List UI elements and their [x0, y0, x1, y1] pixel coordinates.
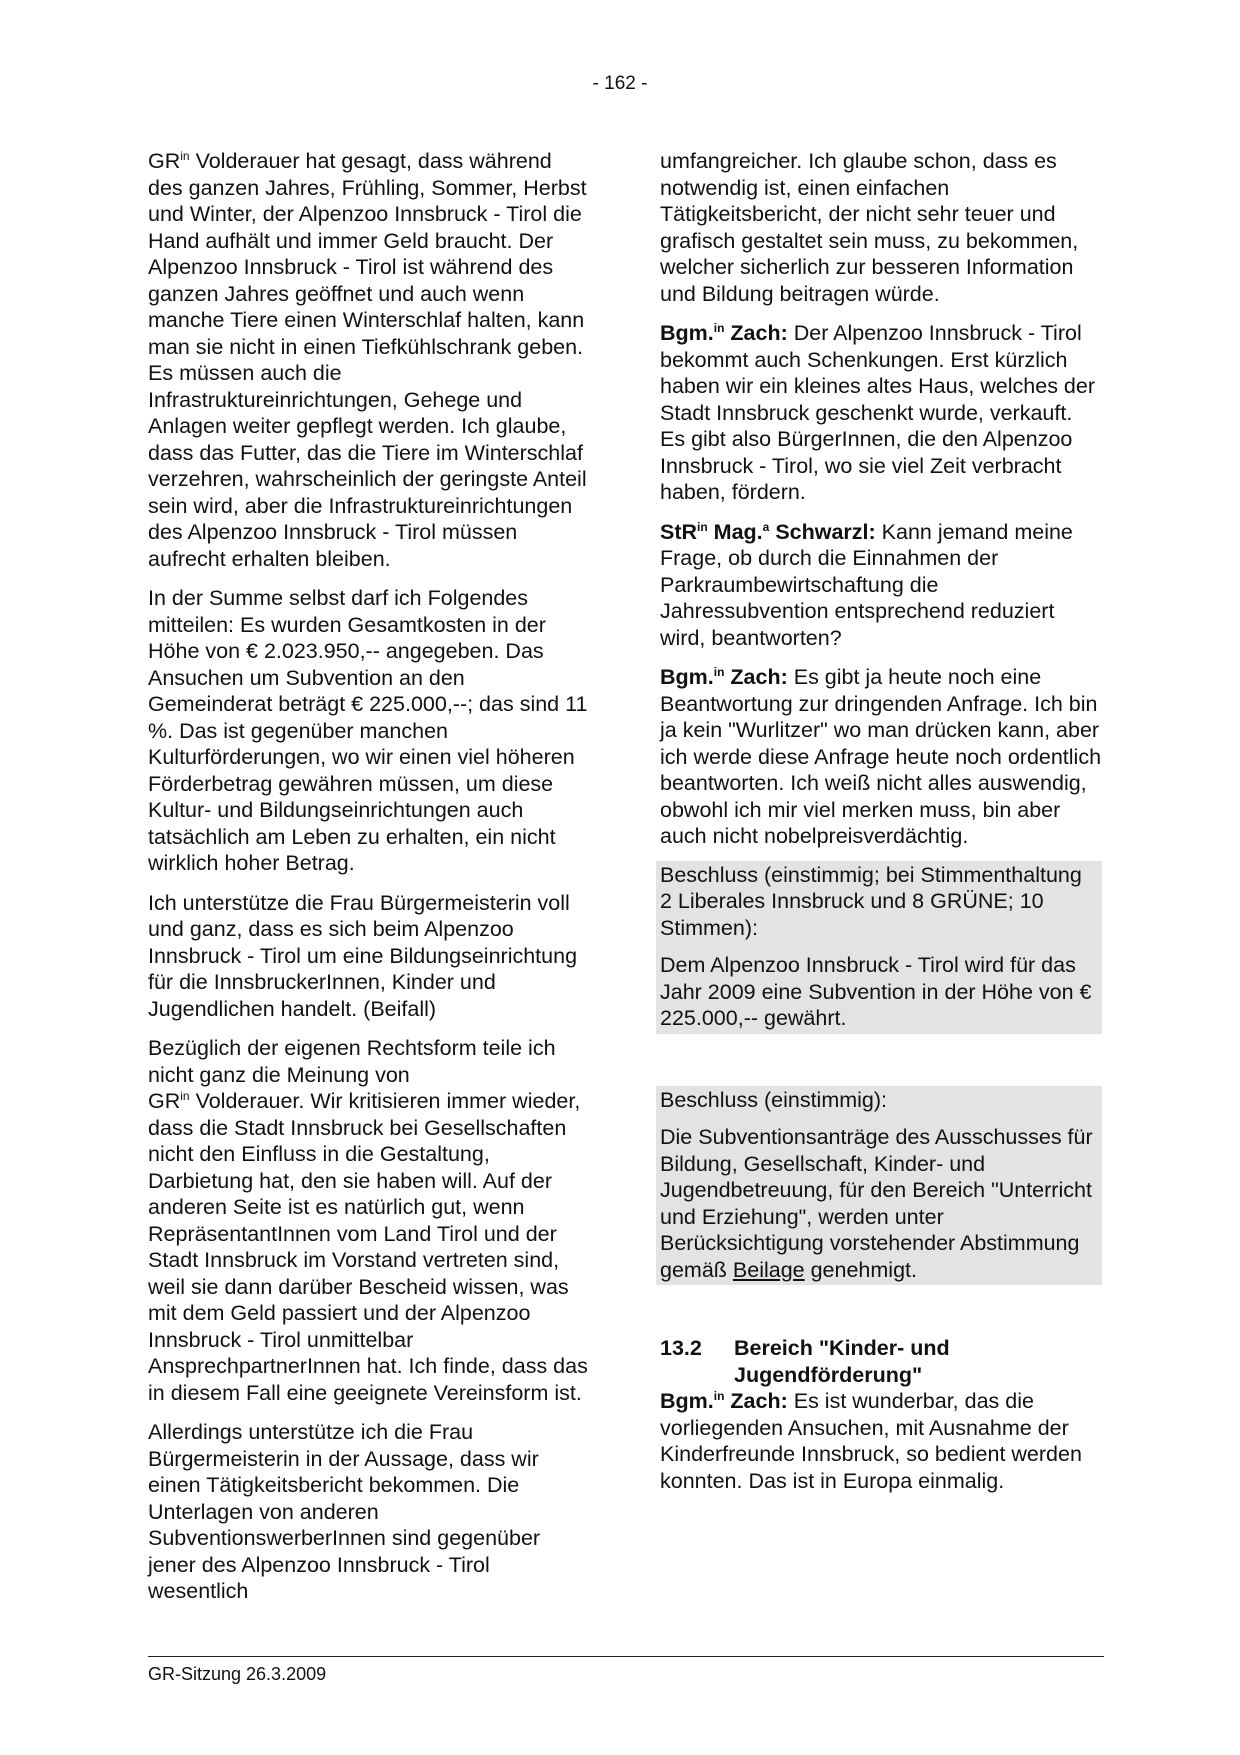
- speaker-title-suffix: a: [762, 519, 770, 534]
- right-column: [660, 148, 1102, 1507]
- paragraph: umfangreicher. Ich glaube schon, dass es notwendig ist, einen einfachen Tätigkeitsbericht, der nicht sehr teuer und grafisch gestaltet sein muss, zu bekommen, welcher sicherlich zur besseren Information und Bildung beitragen würde.: [660, 149, 1079, 306]
- speaker-name: Zach:: [724, 321, 788, 345]
- paragraph: [148, 1035, 590, 1406]
- speaker: StR: [660, 519, 698, 544]
- speaker-suffix: in: [713, 665, 725, 679]
- resolution-text-part: Die Subventionsanträge des Ausschusses für Bildung, Gesellschaft, Kinder- und Jugendbetreuung, für den Bereich "Unterricht und Erziehung", werden unter Berücksichtigung vorstehender Abstimmung gemäß: [660, 1125, 1093, 1282]
- paragraph-text: Es ist wunderbar, das die vorliegenden Ansuchen, mit Ausnahme der Kinderfreunde Innsbruck, so bedient werden konnten. Das ist in Europa einmalig.: [660, 1389, 1082, 1493]
- page-number: - 162 -: [592, 73, 648, 94]
- paragraph: Ich unterstütze die Frau Bürgermeisterin voll und ganz, dass es sich beim Alpenzoo Innsbruck - Tirol um eine Bildungseinrichtung für die InnsbruckerInnen, Kinder und Jugendlichen handelt. (Beifall): [148, 890, 578, 1021]
- section-heading: [660, 1335, 1102, 1388]
- left-column: [148, 148, 590, 1618]
- paragraph: In der Summe selbst darf ich Folgendes mitteilen: Es wurden Gesamtkosten in der Höhe von € 2.023.950,-- angegeben. Das Ansuchen um Subvention an den Gemeinderat beträgt € 225.000,--; das sind 11 %. Das ist gegenüber manchen Kulturförderungen, wo wir einen viel höheren Förderbetrag gewähren müssen, um diese Kultur- und Bildungseinrichtungen auch tatsächlich am Leben zu erhalten, ein nicht wirklich hoher Betrag.: [148, 586, 588, 875]
- speaker-name: Zach:: [724, 1389, 788, 1413]
- speaker: GR: [148, 149, 181, 173]
- paragraph: [660, 664, 1102, 850]
- resolution-text: [660, 1124, 1098, 1283]
- paragraph-text: Der Alpenzoo Innsbruck - Tirol bekommt auch Schenkungen. Erst kürzlich haben wir ein kleines altes Haus, welches der Stadt Innsbruck geschenkt wurde, verkauft. Es gibt also BürgerInnen, die den Alpenzoo Innsbruck - Tirol, wo sie viel Zeit verbracht haben, fördern.: [660, 321, 1096, 504]
- speaker-name: Schwarzl:: [769, 519, 876, 544]
- resolution-text: Dem Alpenzoo Innsbruck - Tirol wird für das Jahr 2009 eine Subvention in der Höhe von € 225.000,-- gewährt.: [660, 953, 1092, 1030]
- resolution-text-part: genehmigt.: [804, 1257, 917, 1282]
- paragraph-text: Kann jemand meine Frage, ob durch die Einnahmen der Parkraumbewirtschaftung die Jahressubvention entsprechend reduziert wird, beantworten?: [660, 519, 1073, 650]
- speaker: Bgm.: [660, 665, 714, 689]
- footer-text: GR-Sitzung 26.3.2009: [148, 1664, 327, 1684]
- speaker-name: Zach:: [724, 665, 788, 689]
- speaker-suffix: in: [713, 321, 725, 335]
- paragraph: [660, 519, 1102, 652]
- resolution-heading: Beschluss (einstimmig):: [660, 1087, 887, 1112]
- resolution-box: [656, 1086, 1102, 1286]
- paragraph: [660, 1388, 1102, 1494]
- resolution-box: [656, 861, 1102, 1034]
- speaker: Bgm.: [660, 321, 714, 345]
- paragraph-text: Bezüglich der eigenen Rechtsform teile ich nicht ganz die Meinung von: [148, 1036, 556, 1087]
- speaker-suffix: in: [697, 519, 708, 534]
- section-number: 13.2: [660, 1336, 702, 1360]
- paragraph: Allerdings unterstütze ich die Frau Bürgermeisterin in der Aussage, dass wir einen Tätigkeitsbericht bekommen. Die Unterlagen von anderen SubventionswerberInnen sind gegenüber jener des Alpenzoo Innsbruck - Tirol wesentlich: [148, 1420, 541, 1603]
- paragraph: [148, 148, 590, 572]
- speaker-suffix: in: [713, 1389, 725, 1403]
- speaker-title: Mag.: [707, 519, 763, 544]
- paragraph-text: Volderauer. Wir kritisieren immer wieder, dass die Stadt Innsbruck bei Gesellschaften nicht den Einfluss in die Gestaltung, Darbietung hat, den sie haben will. Auf der anderen Seite ist es natürlich gut, wenn RepräsentantInnen vom Land Tirol und der Stadt Innsbruck im Vorstand vertreten sind, weil sie dann darüber Bescheid wissen, was mit dem Geld passiert und der Alpenzoo Innsbruck - Tirol unmittelbar AnsprechpartnerInnen hat. Ich finde, dass das in diesem Fall eine geeignete Vereinsform ist.: [148, 1089, 588, 1405]
- speaker-suffix: in: [180, 149, 190, 163]
- beilage-link[interactable]: Beilage: [732, 1257, 805, 1282]
- paragraph: [660, 320, 1102, 506]
- paragraph-text: Volderauer hat gesagt, dass während des ganzen Jahres, Frühling, Sommer, Herbst und Winter, der Alpenzoo Innsbruck - Tirol die Hand aufhält und immer Geld braucht. Der Alpenzoo Innsbruck - Tirol ist während des ganzen Jahres geöffnet und auch wenn manche Tiere einen Winterschlaf halten, kann man sie nicht in einen Tiefkühlschrank geben. Es müssen auch die Infrastruktureinrichtungen, Gehege und Anlagen weiter gepflegt werden. Ich glaube, dass das Futter, das die Tiere im Winterschlaf verzehren, wahrscheinlich der geringste Anteil sein wird, aber die Infrastruktureinrichtungen des Alpenzoo Innsbruck - Tirol müssen aufrecht erhalten bleiben.: [148, 149, 587, 571]
- footer-divider: [148, 1656, 1104, 1657]
- speaker: GR: [148, 1089, 181, 1113]
- speaker-suffix: in: [180, 1089, 190, 1103]
- paragraph-text: Es gibt ja heute noch eine Beantwortung zur dringenden Anfrage. Ich bin ja kein "Wurlitzer" wo man drücken kann, aber ich werde diese Anfrage heute noch ordentlich beantworten. Ich weiß nicht alles auswendig, obwohl ich mir viel merken muss, bin aber auch nicht nobelpreisverdächtig.: [660, 665, 1102, 848]
- speaker: Bgm.: [660, 1389, 714, 1413]
- section-title: Bereich "Kinder- und Jugendförderung": [734, 1336, 950, 1387]
- resolution-heading: Beschluss (einstimmig; bei Stimmenthaltung 2 Liberales Innsbruck und 8 GRÜNE; 10 Stimmen):: [660, 862, 1082, 940]
